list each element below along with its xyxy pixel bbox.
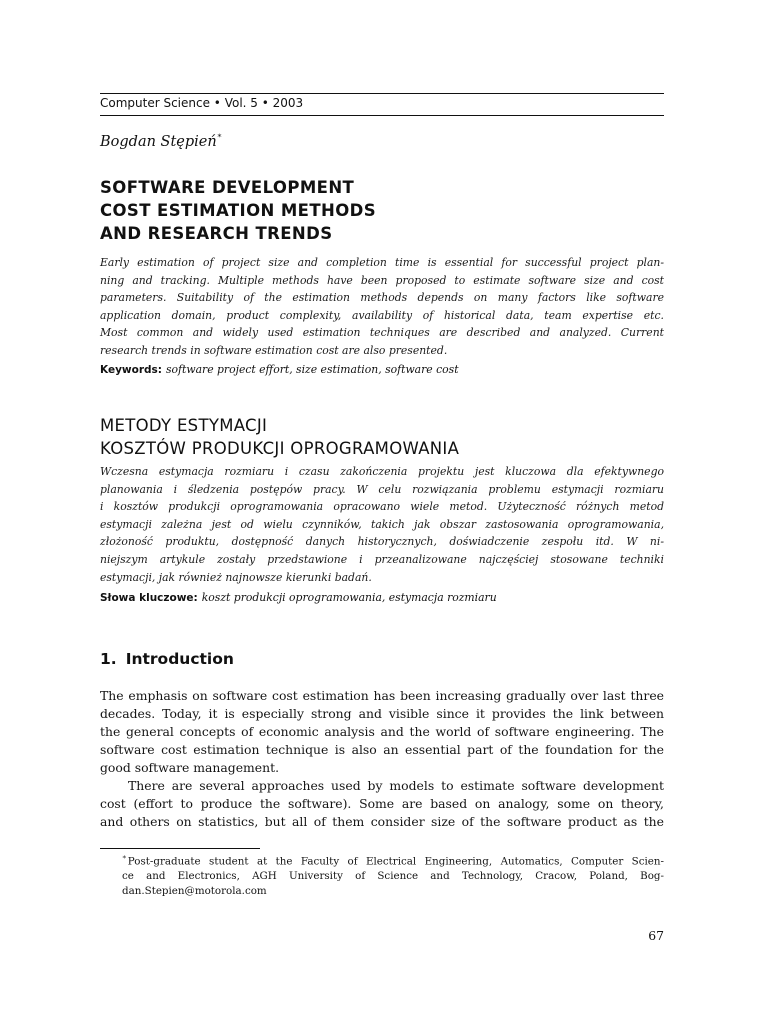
abstract-line: application domain, product complexity, availability of historical data, team expertise etc. (100, 308, 664, 322)
abstract-line: Most common and widely used estimation techniques are described and analyzed. Current (100, 326, 664, 340)
intro-paragraph-2 (100, 777, 664, 831)
abstract-line: i kosztów produkcji oprogramowania opracowano wiele metod. Użyteczność różnych metod (100, 500, 664, 514)
english-title (100, 176, 376, 245)
abstract-line: ning and tracking. Multiple methods have been proposed to estimate software size and cost (100, 273, 664, 287)
header-top-rule (100, 93, 664, 94)
body-line: the general concepts of economic analysis and the world of software engineering. The (100, 724, 664, 739)
polish-title-line: METODY ESTYMACJI (100, 416, 268, 435)
abstract-line: parameters. Suitability of the estimation methods depends on many factors like software (100, 291, 664, 305)
abstract-line: złożoność produktu, dostępność danych historycznych, doświadczenie zespołu itd. W ni- (100, 535, 664, 549)
abstract-line: Early estimation of project size and completion time is essential for successful project plan- (100, 256, 664, 269)
polish-title-line: KOSZTÓW PRODUKCJI OPROGRAMOWANIA (100, 439, 460, 458)
running-head: Computer Science • Vol. 5 • 2003 (100, 96, 304, 110)
abstract-line: planowania i śledzenia postępów pracy. W celu rozwiązania problemu estymacji rozmiaru (100, 482, 664, 496)
polish-keywords (100, 591, 664, 604)
body-line: decades. Today, it is especially strong and visible since it provides the link between (100, 706, 664, 721)
keywords-label: Słowa kluczowe: (100, 592, 198, 604)
english-keywords (100, 363, 664, 376)
page-number: 67 (648, 928, 664, 943)
english-title-line: AND RESEARCH TRENDS (100, 224, 333, 243)
author-footnote-mark: ∗ (216, 131, 223, 140)
author-line (100, 133, 222, 150)
header-bottom-rule (100, 115, 664, 116)
footnote-mark: ∗ (122, 853, 127, 861)
body-line: There are several approaches used by models to estimate software development (128, 778, 664, 793)
section-number: 1. (100, 650, 117, 668)
body-line: good software management. (100, 760, 280, 775)
footnote-line: ce and Electronics, AGH University of Science and Technology, Cracow, Poland, Bog- (122, 870, 664, 883)
footnote-line: dan.Stepien@motorola.com (122, 885, 267, 898)
footnote-line (100, 851, 664, 869)
abstract-line: estymacji, jak również najnowsze kierunki badań. (100, 570, 372, 584)
polish-title (100, 414, 459, 460)
abstract-line: research trends in software estimation cost are also presented. (100, 343, 448, 357)
intro-paragraph-1 (100, 687, 664, 777)
keywords-label: Keywords: (100, 364, 162, 376)
body-line: software cost estimation technique is also an essential part of the foundation for the (100, 742, 664, 757)
abstract-line: Wczesna estymacja rozmiaru i czasu zakończenia projektu jest kluczowa dla efektywnego (100, 465, 664, 478)
author-name: Bogdan Stępień (100, 133, 217, 150)
body-line: and others on statistics, but all of them consider size of the software product as the (100, 814, 664, 829)
abstract-line: niejszym artykule zostały przedstawione i przeanalizowane najczęściej stosowane techniki (100, 552, 664, 566)
body-line: cost (effort to produce the software). Some are based on analogy, some on theory, (100, 796, 664, 811)
footnote-text: Post-graduate student at the Faculty of Electrical Engineering, Automatics, Computer Scien- (127, 855, 664, 868)
keywords-text: software project effort, size estimation, software cost (165, 363, 459, 376)
english-title-line: SOFTWARE DEVELOPMENT (100, 178, 355, 197)
footnote-rule (100, 848, 260, 849)
english-title-line: COST ESTIMATION METHODS (100, 201, 377, 220)
paper-page (100, 0, 664, 1024)
polish-abstract (100, 463, 664, 586)
section-title: Introduction (125, 650, 234, 668)
english-abstract (100, 254, 664, 360)
body-line: The emphasis on software cost estimation has been increasing gradually over last three (100, 688, 664, 703)
footnote (100, 851, 664, 899)
section-heading (100, 650, 234, 668)
keywords-text: koszt produkcji oprogramowania, estymacja rozmiaru (201, 591, 497, 604)
abstract-line: estymacji zależna jest od wielu czynników, takich jak obszar zastosowania oprogramowania, (100, 517, 664, 531)
